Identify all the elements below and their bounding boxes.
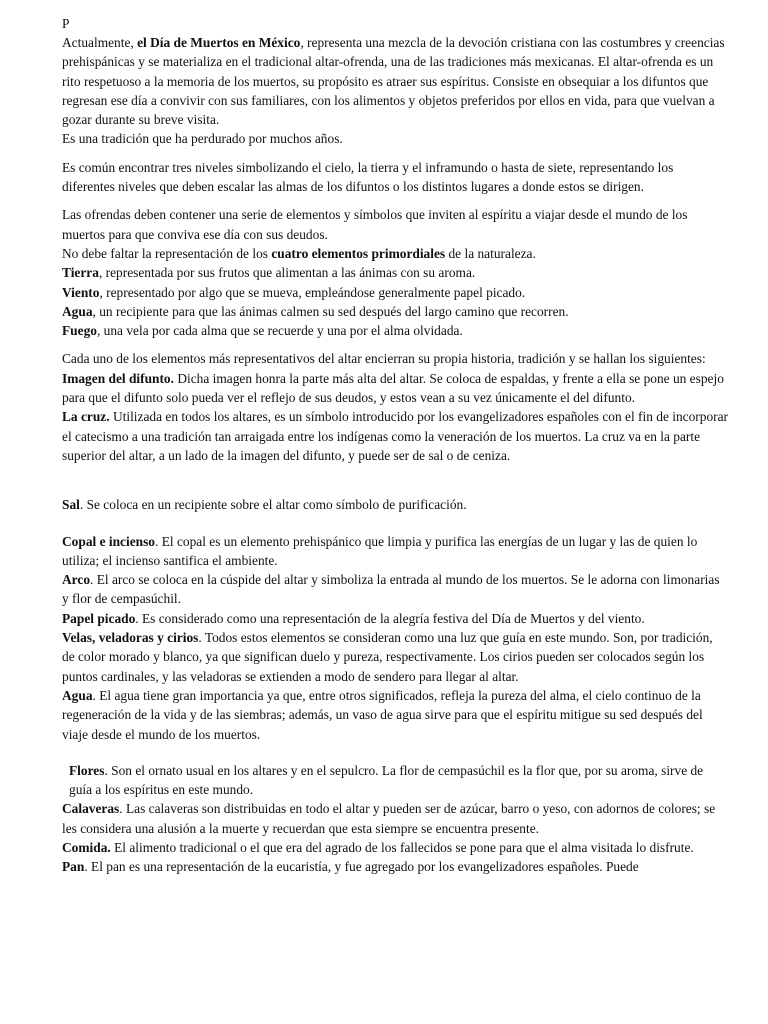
- item-flores: Flores. Son el ornato usual en los altares y en el sepulcro. La flor de cempasúchil es la flor que, por su aroma, sirve de guía a los espíritus en este mundo.: [69, 762, 704, 798]
- element-agua: Agua, un recipiente para que las ánimas calmen su sed después del largo camino que recorren.: [62, 303, 569, 319]
- element-tierra: Tierra, representada por sus frutos que alimentan a las ánimas con su aroma.: [62, 265, 476, 281]
- sal-paragraph: Sal. Se coloca en un recipiente sobre el altar como símbolo de purificación.: [62, 497, 467, 513]
- item-pan: Pan. El pan es una representación de la eucaristía, y fue agregado por los evangelizadores españoles. Puede: [62, 859, 639, 875]
- item-arco: Arco. El arco se coloca en la cúspide del altar y simboliza la entrada al mundo de los muertos. Se le adorna con limonarias y flor de cempasúchil.: [62, 572, 720, 607]
- initial-letter: P: [62, 16, 70, 31]
- altar-imagen: Imagen del difunto. Dicha imagen honra la parte más alta del altar. Se coloca de espaldas, y frente a ella se pone un espejo para que el difunto solo pueda ver el reflejo de sus deudos, y estos vean a su vez únicamente el del difunto.: [62, 370, 724, 406]
- ofrendas-elements: No debe faltar la representación de los cuatro elementos primordiales de la naturaleza.: [62, 245, 536, 261]
- element-viento: Viento, representado por algo que se mueva, empleándose generalmente papel picado.: [62, 284, 526, 300]
- item-copal: Copal e incienso. El copal es un elemento prehispánico que limpia y purifica las energías de un lugar y las de quien lo utiliza; el incienso santifica el ambiente.: [62, 533, 698, 568]
- item-velas: Velas, veladoras y cirios. Todos estos elementos se consideran como una luz que guía en este mundo. Son, por tradición, de color morado y blanco, ya que significan duelo y pureza, respectivamente. Los cirios pueden ser colocados según los puntos cardinales, y las veladoras se extienden a modo de sendero para llegar al altar.: [62, 630, 713, 684]
- element-fuego: Fuego, una vela por cada alma que se recuerde y una por el alma olvidada.: [62, 323, 463, 339]
- item-agua: Agua. El agua tiene gran importancia ya que, entre otros significados, refleja la pureza del alma, el cielo continuo de la regeneración de la vida y de las siembras; además, un vaso de agua sirve para que el espíritu mitigue su sed después del viaje desde el mundo de los muertos.: [62, 687, 703, 742]
- altar-intro: Cada uno de los elementos más representativos del altar encierran su propia historia, tradición y se hallan los siguientes:: [62, 351, 706, 367]
- item-calaveras: Calaveras. Las calaveras son distribuidas en todo el altar y pueden ser de azúcar, barro o yeso, con adornos de colores; se les considera una alusión a la muerte y recuerdan que esta siempre se encuentra presente.: [62, 801, 716, 836]
- niveles-paragraph: Es común encontrar tres niveles simbolizando el cielo, la tierra y el inframundo o hasta de siete, representando los diferentes niveles que deben escalar las almas de los difuntos o los distintos lugares a donde estos se dirigen.: [62, 159, 674, 195]
- ofrendas-intro: Las ofrendas deben contener una serie de elementos y símbolos que inviten al espíritu a viajar desde el mundo de los muertos para que conviva ese día con sus deudos.: [62, 207, 688, 242]
- altar-cruz: La cruz. Utilizada en todos los altares, es un símbolo introducido por los evangelizadores españoles con el fin de incorporar el catecismo a una tradición tan arraigada entre los indígenas como la veneración de los muertos. La cruz va en la parte superior del altar, a un lado de la imagen del difunto, y puede ser de sal o de ceniza.: [62, 409, 729, 463]
- intro-bold: el Día de Muertos en México: [137, 35, 301, 50]
- intro-line2: Es una tradición que ha perdurado por muchos años.: [62, 131, 343, 147]
- item-comida: Comida. El alimento tradicional o el que era del agrado de los fallecidos se pone para que el alma visitada lo disfrute.: [62, 839, 694, 855]
- item-papel-picado: Papel picado. Es considerado como una representación de la alegría festiva del Día de Muertos y del viento.: [62, 610, 645, 626]
- intro-paragraph: Actualmente, el Día de Muertos en México, representa una mezcla de la devoción cristiana con las costumbres y creencias prehispánicas y se materializa en el tradicional altar-ofrenda, una de las tradiciones más mexicanas. El altar-ofrenda es un rito respetuoso a la memoria de los muertos, su propósito es atraer sus espíritus. Consiste en obsequiar a los difuntos que regresan ese día a convivir con sus familiares, con los alimentos y objetos preferidos por ellos en vida, para que vuelvan a gozar durante su breve visita.: [62, 35, 725, 128]
